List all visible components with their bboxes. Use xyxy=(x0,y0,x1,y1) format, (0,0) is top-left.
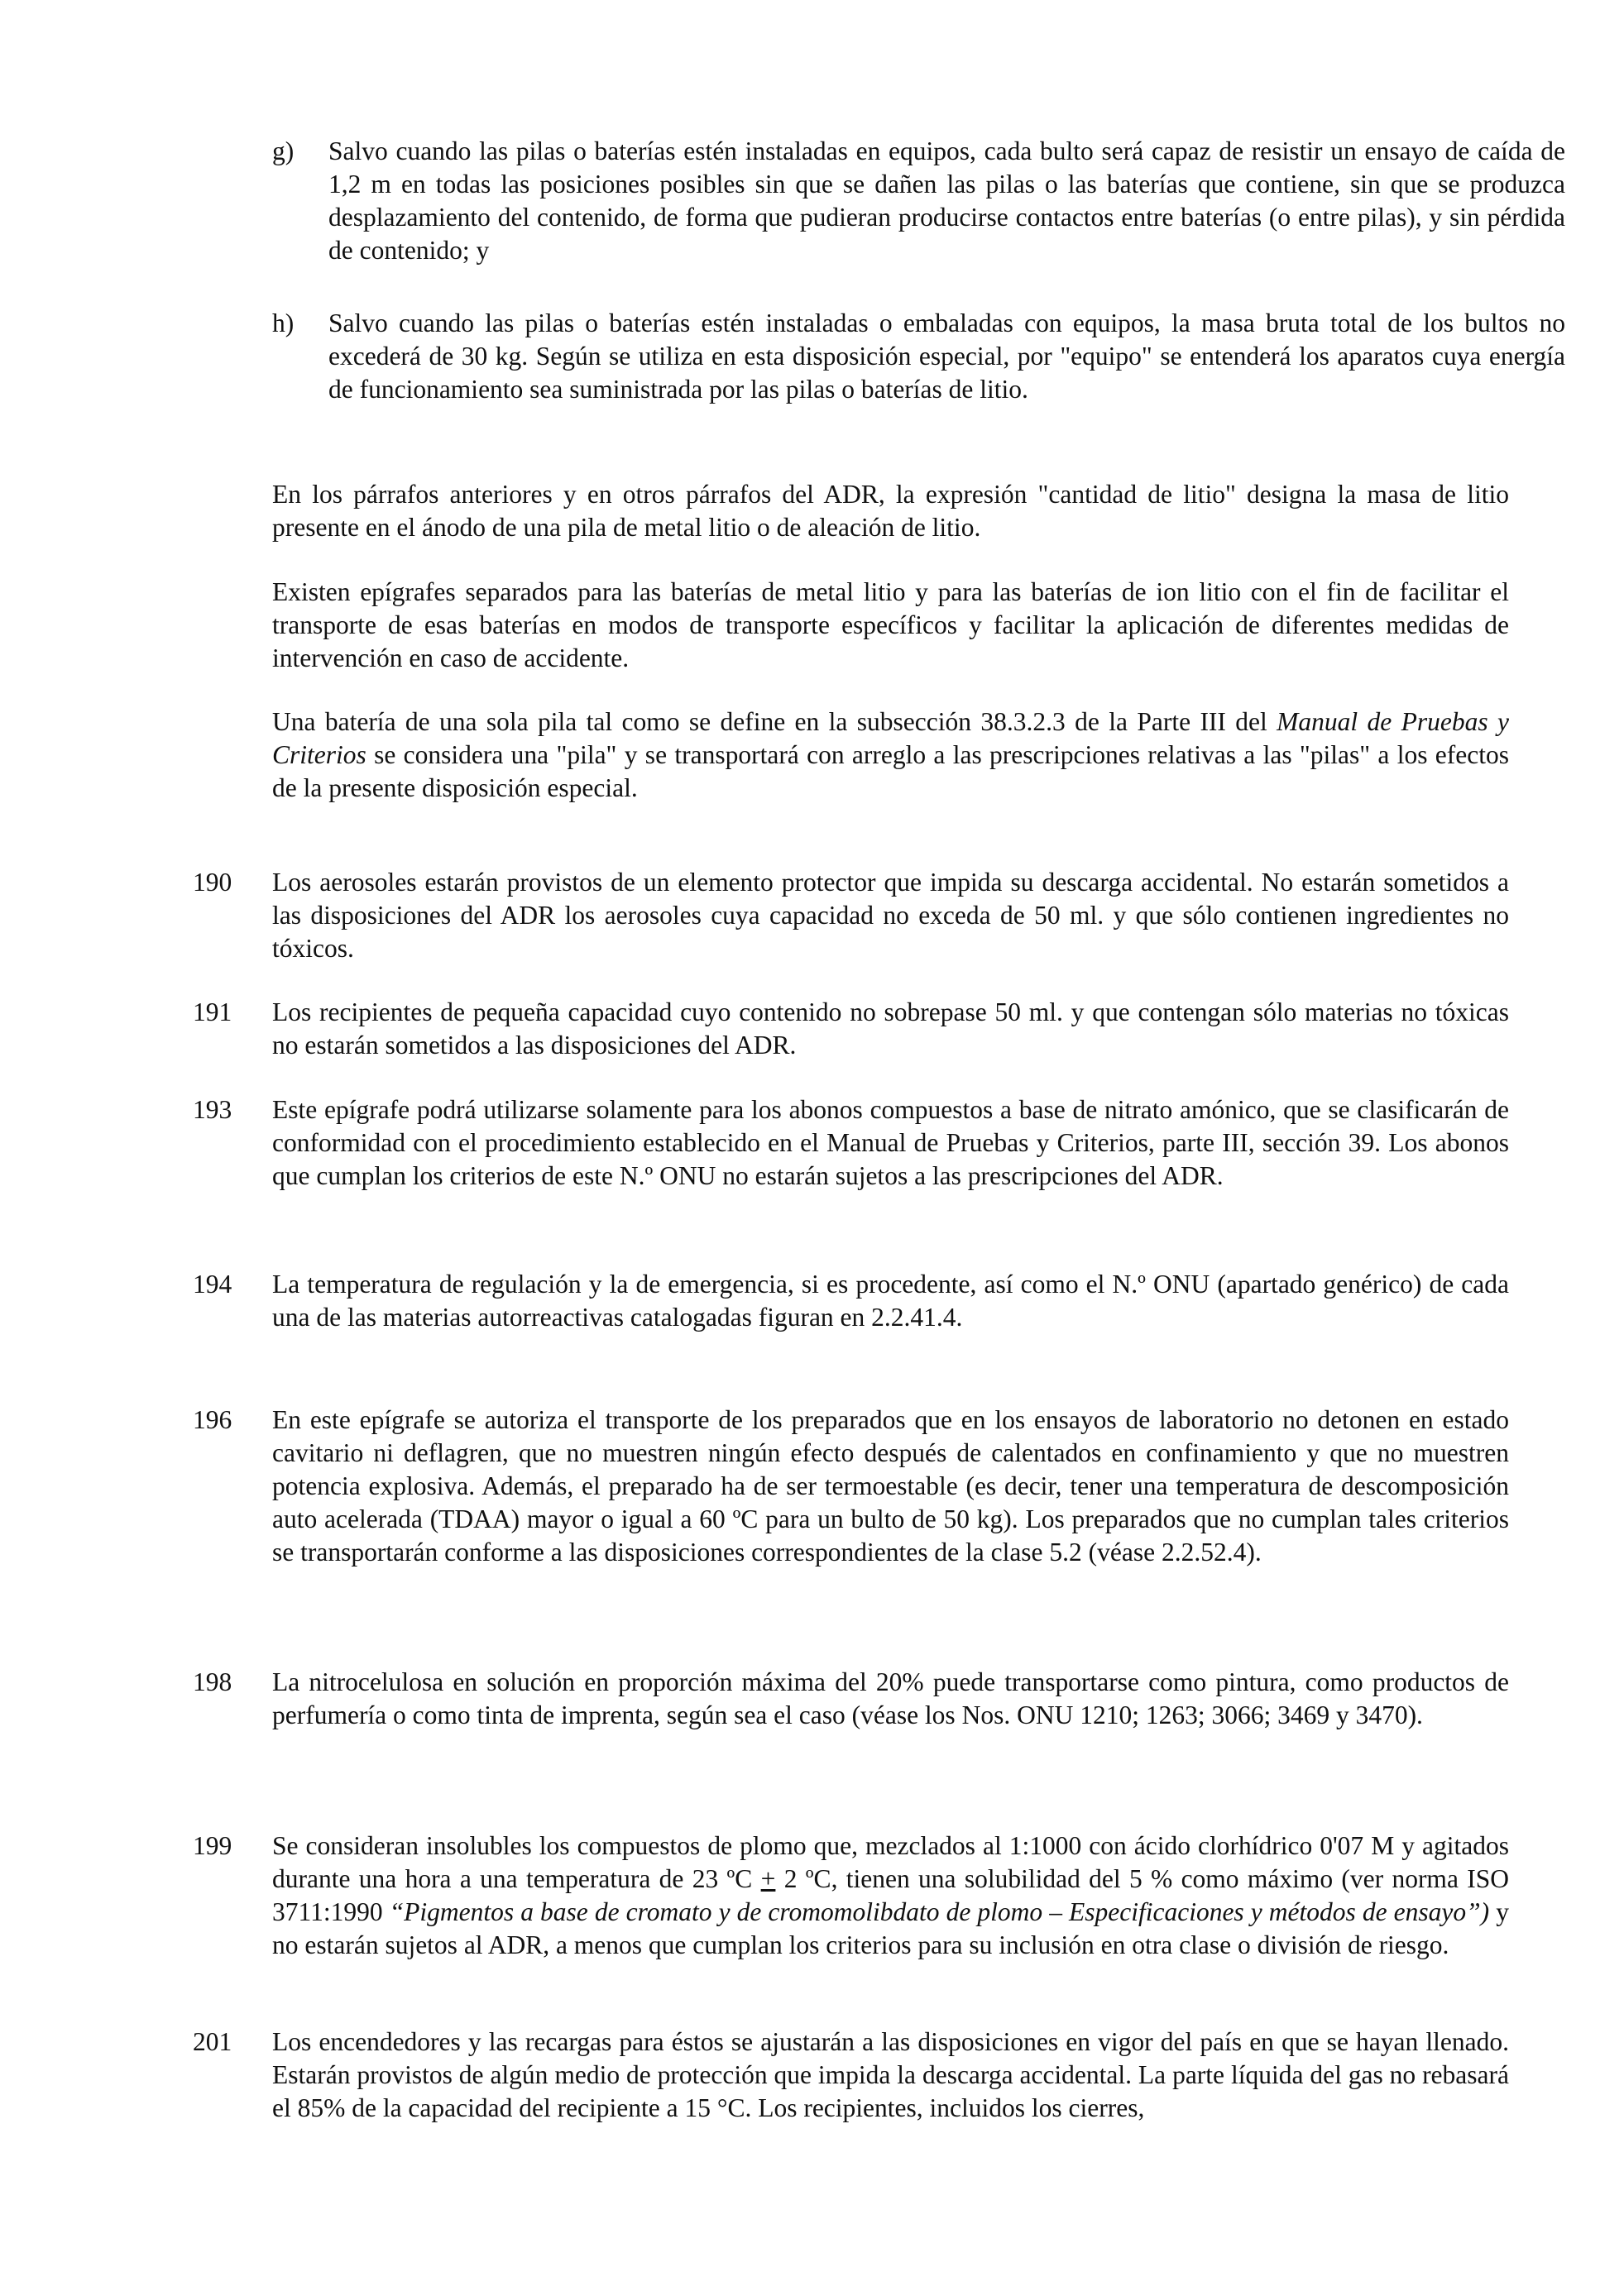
provision-number: 196 xyxy=(193,1405,232,1434)
provision-number: 198 xyxy=(193,1667,232,1696)
item-text: Salvo cuando las pilas o baterías estén instaladas en equipos, cada bulto será capaz de resistir un ensayo de caída de 1,2 m en todas las posiciones posibles sin que se dañen las pilas o las baterías que contiene, sin que se produzca desplazamiento del contenido, de forma que pudieran producirse contactos entre baterías (o entre pilas), y sin pérdida de contenido; y xyxy=(328,136,1565,265)
iso-standard-title: “Pigmentos a base de cromato y de cromomolibdato de plomo – Especificaciones y métodos de ensayo”) xyxy=(389,1897,1490,1926)
text-segment: Una batería de una sola pila tal como se define en la subsección 38.3.2.3 de la Parte III del xyxy=(272,707,1277,736)
text-segment: y no estarán sujetos al ADR, a menos que cumplan los criterios para su inclusión en otra clase o división de riesgo. xyxy=(272,1897,1509,1959)
provision-text: En este epígrafe se autoriza el transporte de los preparados que en los ensayos de laboratorio no detonen en estado cavitario ni deflagren, que no muestren ningún efecto después de calentados en confinamiento y que no muestren potencia explosiva. Además, el preparado ha de ser termoestable (es decir, tener una temperatura de descomposición auto acelerada (TDAA) mayor o igual a 60 ºC para un bulto de 50 kg). Los preparados que no cumplan tales criterios se transportarán conforme a las disposiciones correspondientes de la clase 5.2 (véase 2.2.52.4). xyxy=(272,1405,1509,1567)
provision-text: Los aerosoles estarán provistos de un elemento protector que impida su descarga accidental. No estarán sometidos a las disposiciones del ADR los aerosoles cuya capacidad no exceda de 50 ml. y que sólo contienen ingredientes no tóxicos. xyxy=(272,868,1509,963)
provision-number: 194 xyxy=(193,1270,232,1299)
provision-number: 191 xyxy=(193,997,232,1026)
provision-text xyxy=(272,1830,1509,1962)
provision-number: 193 xyxy=(193,1095,232,1124)
item-text: Salvo cuando las pilas o baterías estén instaladas o embaladas con equipos, la masa bruta total de los bultos no excederá de 30 kg. Según se utiliza en esta disposición especial, por "equipo" se entenderá los aparatos cuya energía de funcionamiento sea suministrada por las pilas o baterías de litio. xyxy=(328,309,1565,404)
provision-text: La temperatura de regulación y la de emergencia, si es procedente, así como el N.º ONU (apartado genérico) de cada una de las materias autorreactivas catalogadas figuran en 2.2.41.4. xyxy=(272,1270,1509,1332)
provision-number: 190 xyxy=(193,868,232,897)
text-segment: se considera una "pila" y se transportará con arreglo a las prescripciones relativas a las "pilas" a los efectos de la presente disposición especial. xyxy=(272,740,1509,802)
provision-number: 201 xyxy=(193,2027,232,2056)
plus-minus-sign: + xyxy=(760,1864,776,1893)
text-segment: Se consideran insolubles los compuestos de plomo que, mezclados al 1:1000 con ácido clorhídrico 0'07 M y agitados durante una hora a una temperatura de 23 ºC xyxy=(272,1831,1509,1893)
provision-number: 199 xyxy=(193,1831,232,1860)
item-letter: g) xyxy=(272,136,295,165)
provision-text: Los encendedores y las recargas para éstos se ajustarán a las disposiciones en vigor del país en que se hayan llenado. Estarán provistos de algún medio de protección que impida la descarga accidental. La parte líquida del gas no rebasará el 85% de la capacidad del recipiente a 15 °C. Los recipientes, incluidos los cierres, xyxy=(272,2027,1509,2122)
paragraph-lithium-quantity: En los párrafos anteriores y en otros párrafos del ADR, la expresión "cantidad de litio" designa la masa de litio presente en el ánodo de una pila de metal litio o de aleación de litio. xyxy=(272,480,1509,542)
provision-text: Los recipientes de pequeña capacidad cuyo contenido no sobrepase 50 ml. y que contengan sólo materias no tóxicas no estarán sometidos a las disposiciones del ADR. xyxy=(272,997,1509,1060)
paragraph-separate-entries: Existen epígrafes separados para las baterías de metal litio y para las baterías de ion litio con el fin de facilitar el transporte de esas baterías en modos de transporte específicos y facilitar la aplicación de diferentes medidas de intervención en caso de accidente. xyxy=(272,577,1509,672)
item-letter: h) xyxy=(272,309,295,337)
paragraph-single-cell-battery xyxy=(272,706,1509,805)
text-segment: 2 ºC, tienen una solubilidad del 5 % como máximo (ver norma ISO 3711:1990 xyxy=(272,1864,1509,1926)
provision-text: Este epígrafe podrá utilizarse solamente para los abonos compuestos a base de nitrato amónico, que se clasificarán de conformidad con el procedimiento establecido en el Manual de Pruebas y Criterios, parte III, sección 39. Los abonos que cumplan los criterios de este N.º ONU no estarán sujetos a las prescripciones del ADR. xyxy=(272,1095,1509,1190)
manual-title: Manual de Pruebas y Criterios xyxy=(272,707,1509,769)
provision-text: La nitrocelulosa en solución en proporción máxima del 20% puede transportarse como pintura, como productos de perfumería o como tinta de imprenta, según sea el caso (véase los Nos. ONU 1210; 1263; 3066; 3469 y 3470). xyxy=(272,1667,1509,1729)
